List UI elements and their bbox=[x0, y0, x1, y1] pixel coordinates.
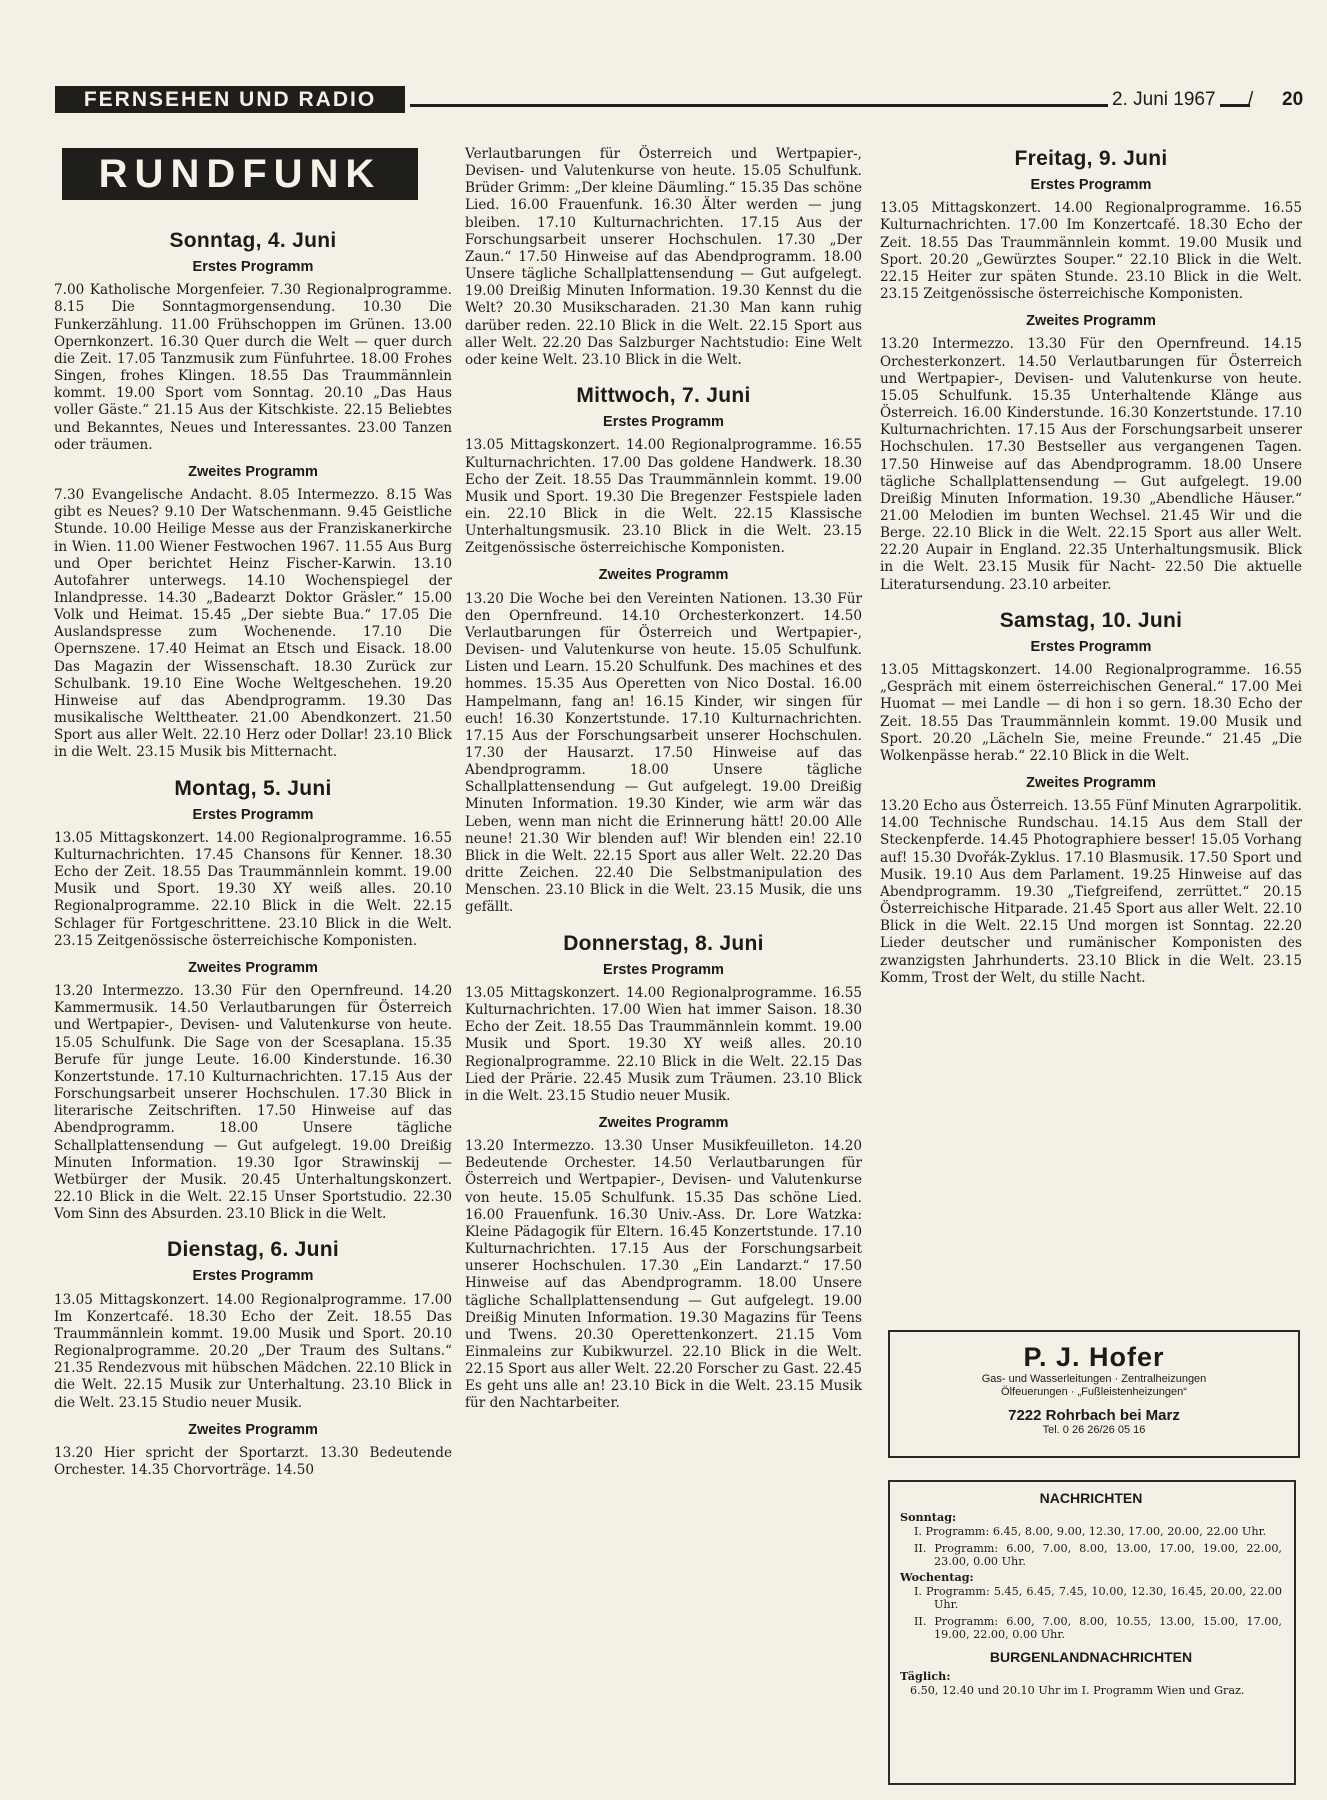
day-block bbox=[465, 384, 862, 917]
advertiser-address: 7222 Rohrbach bei Marz bbox=[1008, 1407, 1180, 1424]
day-block bbox=[880, 147, 1302, 594]
day-heading: Dienstag, 6. Juni bbox=[167, 1238, 339, 1262]
advertiser-services-line-2: Ölfeuerungen · „Fußleistenheizungen“ bbox=[1001, 1386, 1187, 1398]
advertiser-services-line-1: Gas- und Wasserleitungen · Zentralheizungen bbox=[981, 1373, 1207, 1385]
program-listing: 13.05 Mittagskonzert. 14.00 Regionalprogramme. 16.55 Kulturnachrichten. 17.45 Chansons für Kenner. 18.30 Echo der Zeit. 18.55 Das Traummännlein kommt. 19.00 Musik und Sport. 19.30 XY weiß alles. 20.10 Regionalprogramme. 22.10 Blick in die Welt. 22.15 Schlager für Fortgeschrittene. 23.10 Blick in die Welt. 23.15 Zeitgenössische österreichische Komponisten. bbox=[54, 829, 452, 949]
program-heading: Zweites Programm bbox=[598, 1114, 729, 1131]
news-schedule-box bbox=[888, 1480, 1296, 1785]
news-daily-text: 6.50, 12.40 und 20.10 Uhr im I. Programm Wien und Graz. bbox=[910, 1684, 1245, 1698]
news-sunday-program-1: I. Programm: 6.45, 8.00, 9.00, 12.30, 17.00, 20.00, 22.00 Uhr. bbox=[914, 1525, 1267, 1539]
program-heading: Erstes Programm bbox=[603, 961, 724, 978]
news-sunday-program-2: II. Programm: 6.00, 7.00, 8.00, 13.00, 17.00, 19.00, 22.00, 23.00, 0.00 Uhr. bbox=[914, 1541, 1282, 1568]
program-listing: 13.05 Mittagskonzert. 14.00 Regionalprogramme. 16.55 Kulturnachrichten. 17.00 Im Konzertcafé. 18.30 Echo der Zeit. 18.55 Das Traummännlein kommt. 19.00 Musik und Sport. 20.20 „Gewürztes Souper.“ 22.10 Blick in die Welt. 22.15 Heiter zur späten Stunde. 23.10 Blick in die Welt. 23.15 Zeitgenössische österreichische Komponisten. bbox=[880, 200, 1302, 303]
program-heading: Zweites Programm bbox=[188, 959, 318, 976]
news-sunday-label: Sonntag: bbox=[900, 1510, 957, 1525]
program-listing: 13.20 Intermezzo. 13.30 Für den Opernfreund. 14.20 Kammermusik. 14.50 Verlautbarungen für Österreich und Wertpapier-, Devisen- und Valutenkurse von heute. 15.05 Schulfunk. Die Sage von der Scesaplana. 15.35 Berufe für junge Leute. 16.00 Kinderstunde. 16.30 Konzertstunde. 17.10 Kulturnachrichten. 17.15 Aus der Forschungsarbeit unserer Hochschulen. 17.30 Blick in literarische Zeitschriften. 17.50 Hinweise auf das Abendprogramm. 18.00 Unsere tägliche Schallplattensendung — Gut aufgelegt. 19.00 Dreißig Minuten Information. 19.30 Igor Strawinskij — Wetbürger der Musik. 20.45 Unterhaltungskonzert. 22.10 Blick in die Welt. 22.15 Unser Sportstudio. 22.30 Vom Sinn des Absurden. 23.10 Blick in die Welt. bbox=[54, 983, 452, 1223]
burgenland-news-title: BURGENLANDNACHRICHTEN bbox=[989, 1649, 1193, 1666]
program-listing: Verlautbarungen für Österreich und Wertpapier-, Devisen- und Valutenkurse von heute. 15.05 Schulfunk. Brüder Grimm: „Der kleine Däumling.“ 15.35 Das schöne Lied. 16.00 Frauenfunk. 16.30 Älter werden — jung bleiben. 17.10 Kulturnachrichten. 17.15 Aus der Forschungsarbeit unserer Hochschulen. 17.30 „Der Zaun.“ 17.50 Hinweise auf das Abendprogramm. 18.00 Unsere tägliche Schallplattensendung — Gut aufgelegt. 19.00 Dreißig Minuten Information. 19.30 Kennst du die Welt? 20.30 Musikscharaden. 21.30 Man kann ruhig darüber reden. 22.10 Blick in die Welt. 22.15 Sport aus aller Welt. 22.20 Das Salzburger Nachtstudio: Eine Welt oder keine Welt. 23.10 Blick in die Welt. bbox=[465, 146, 862, 368]
masthead-date: 2. Juni 1967 bbox=[1108, 86, 1220, 113]
program-heading: Erstes Programm bbox=[1030, 177, 1152, 194]
program-heading: Zweites Programm bbox=[188, 1421, 318, 1438]
day-heading: Sonntag, 4. Juni bbox=[169, 229, 337, 252]
news-weekday-label: Wochentag: bbox=[900, 1570, 974, 1585]
advertiser-phone: Tel. 0 26 26/26 05 16 bbox=[1042, 1424, 1146, 1436]
program-heading: Erstes Programm bbox=[1030, 638, 1152, 655]
day-heading: Mittwoch, 7. Juni bbox=[576, 384, 751, 408]
day-heading: Montag, 5. Juni bbox=[174, 776, 332, 800]
masthead-section-label: FERNSEHEN UND RADIO bbox=[55, 86, 405, 113]
day-block bbox=[54, 776, 452, 1224]
news-weekday-program-1: I. Programm: 5.45, 6.45, 7.45, 10.00, 12.30, 16.45, 20.00, 22.00 Uhr. bbox=[914, 1585, 1282, 1612]
program-listing: 13.05 Mittagskonzert. 14.00 Regionalprogramme. 17.00 Im Konzertcafé. 18.30 Echo der Zeit. 18.55 Das Traummännlein kommt. 19.00 Musik und Sport. 20.10 Regionalprogramme. 20.20 „Der Traum des Sultans.“ 21.35 Rendezvous mit hübschen Mädchen. 22.10 Blick in die Welt. 22.15 Musik zur Unterhaltung. 23.10 Blick in die Welt. 23.15 Studio neuer Musik. bbox=[54, 1291, 452, 1411]
advertisement-box bbox=[888, 1330, 1300, 1458]
section-title: RUNDFUNK bbox=[62, 148, 418, 200]
program-listing: 7.30 Evangelische Andacht. 8.05 Intermezzo. 8.15 Was gibt es Neues? 9.10 Der Watschenmann. 9.45 Geistliche Stunde. 10.00 Heilige Messe aus der Franziskanerkirche in Wien. 11.00 Wiener Festwochen 1967. 11.55 Aus Burg und Oper berichtet Heinz Fischer-Karwin. 13.10 Autofahrer unterwegs. 14.10 Wochenspiegel der Inlandpresse. 14.30 „Badearzt Doktor Gräsler.“ 15.00 Volk und Heimat. 15.45 „Der siebte Bua.“ 17.05 Die Auslandspresse zum Wochenende. 17.10 Die Opernszene. 17.40 Heimat an Etsch und Eisack. 18.00 Das Magazin der Wissenschaft. 18.30 Zurück zur Schulbank. 19.10 Eine Woche Weltgeschehen. 19.20 Hinweise auf das Abendprogramm. 19.30 Das musikalische Welttheater. 21.00 Abendkonzert. 21.50 Sport aus aller Welt. 22.10 Herz oder Dollar! 23.10 Blick in die Welt. 23.15 Musik bis Mitternacht. bbox=[54, 487, 452, 761]
day-heading: Freitag, 9. Juni bbox=[1014, 147, 1168, 170]
program-heading: Zweites Programm bbox=[1026, 775, 1156, 791]
program-listing: 13.05 Mittagskonzert. 14.00 Regionalprogramme. 16.55 Kulturnachrichten. 17.00 Das goldene Handwerk. 18.30 Echo der Zeit. 18.55 Das Traummännlein kommt. 19.00 Musik und Sport. 19.30 Die Bregenzer Festspiele laden ein. 22.10 Blick in die Welt. 22.15 Klassische Unterhaltungsmusik. 23.10 Blick in die Welt. 23.15 Zeitgenössische österreichische Komponisten. bbox=[465, 437, 862, 557]
day-block bbox=[880, 608, 1302, 987]
program-heading: Erstes Programm bbox=[603, 414, 724, 431]
program-listing: 13.20 Intermezzo. 13.30 Unser Musikfeuilleton. 14.20 Bedeutende Orchester. 14.50 Verlautbarungen für Österreich und Wertpapier-, Devisen- und Valutenkurse von heute. 15.05 Schulfunk. 15.35 Das schöne Lied. 16.00 Frauenfunk. 16.30 Univ.-Ass. Dr. Lore Watzka: Kleine Pädagogik für Eltern. 16.45 Konzertstunde. 17.10 Kulturnachrichten. 17.15 Aus der Forschungsarbeit unserer Hochschulen. 17.30 „Ein Landarzt.“ 17.50 Hinweise auf das Abendprogramm. 18.00 Unsere tägliche Schallplattensendung — Gut aufgelegt. 19.00 Dreißig Minuten Information. 19.30 Magazins für Teens und Twens. 20.30 Operettenkonzert. 21.15 Vom Einmaleins zur Kubikwurzel. 22.10 Blick in die Welt. 22.15 Sport aus aller Welt. 22.20 Forscher zu Gast. 22.45 Es geht uns alle an! 23.10 Bick in die Welt. 23.15 Musik für den Nachtarbeiter. bbox=[465, 1138, 862, 1412]
program-listing: 13.20 Hier spricht der Sportarzt. 13.30 Bedeutende Orchester. 14.35 Chorvorträge. 14.50 bbox=[54, 1444, 452, 1478]
program-listing: 13.20 Die Woche bei den Vereinten Nationen. 13.30 Für den Opernfreund. 14.10 Orchesterkonzert. 14.50 Verlautbarungen für Österreich und Wertpapier-, Devisen- und Valutenkurse von heute. 15.05 Schulfunk. Listen und Learn. 15.20 Schulfunk. Des machines et des hommes. 15.35 Aus Operetten von Nico Dostal. 16.00 Hampelmann, fang an! 16.15 Kinder, wir singen für euch! 16.30 Konzertstunde. 17.10 Kulturnachrichten. 17.15 Aus der Forschungsarbeit unserer Hochschulen. 17.30 der Hausarzt. 17.50 Hinweise auf das Abendprogramm. 18.00 Unsere tägliche Schallplattensendung — Gut aufgelegt. 19.00 Dreißig Minuten Information. 19.30 Kinder, wie arm wär das Leben, wenn man nicht die Erinnerung hätt! 20.00 Alle neune! 21.30 Wir blenden auf! Wir blenden ein! 22.10 Blick in die Welt. 22.15 Sport aus aller Welt. 22.20 Das dritte Zeichen. 22.40 Die Selbstmanipulation des Menschen. 23.10 Blick in die Welt. 23.15 Musik, die uns gefällt. bbox=[465, 590, 862, 916]
masthead-separator: / bbox=[1248, 89, 1254, 110]
program-listing: 7.00 Katholische Morgenfeier. 7.30 Regionalprogramme. 8.15 Die Sonntagmorgensendung. 10.30 Die Funkerzählung. 11.00 Frühschoppen im Grünen. 13.00 Opernkonzert. 16.30 Quer durch die Welt — quer durch die Zeit. 17.05 Tanzmusik zum Fünfuhrtee. 18.00 Frohes Singen, frohes Klingen. 18.55 Das Traummännlein kommt. 19.00 Sport vom Sonntag. 20.10 „Das Haus voller Gäste.“ 21.15 Aus der Kitschkiste. 22.15 Beliebtes und Bekanntes, Neues und Interessantes. 23.00 Tanzen oder träumen. bbox=[54, 282, 452, 453]
column-middle bbox=[465, 146, 862, 1415]
day-block bbox=[465, 931, 862, 1413]
program-heading: Erstes Programm bbox=[192, 259, 314, 276]
column-left bbox=[54, 229, 452, 1481]
news-weekday-program-2: II. Programm: 6.00, 7.00, 8.00, 10.55, 13.00, 15.00, 17.00, 19.00, 22.00, 0.00 Uhr. bbox=[914, 1614, 1282, 1641]
day-block bbox=[54, 229, 452, 762]
program-listing: 13.05 Mittagskonzert. 14.00 Regionalprogramme. 16.55 „Gespräch mit einem österreichischen General.“ 17.00 Mei Huomat — mei Landle — di hon i so gern. 18.30 Echo der Zeit. 18.55 Das Traummännlein kommt. 19.00 Musik und Sport. 20.20 „Lächeln Sie, meine Freunde.“ 21.45 „Die Wolkenpässe herab.“ 22.10 Blick in die Welt. bbox=[880, 662, 1302, 764]
news-title: NACHRICHTEN bbox=[1039, 1490, 1143, 1506]
day-block bbox=[465, 146, 862, 369]
advertiser-name: P. J. Hofer bbox=[1023, 1342, 1165, 1372]
day-heading: Samstag, 10. Juni bbox=[999, 608, 1183, 632]
day-block bbox=[54, 1238, 452, 1479]
day-heading: Donnerstag, 8. Juni bbox=[563, 931, 764, 955]
program-listing: 13.05 Mittagskonzert. 14.00 Regionalprogramme. 16.55 Kulturnachrichten. 17.00 Wien hat immer Saison. 18.30 Echo der Zeit. 18.55 Das Traummännlein kommt. 19.00 Musik und Sport. 19.30 XY weiß alles. 20.10 Regionalprogramme. 22.10 Blick in die Welt. 22.15 Das Lied der Prärie. 22.45 Musik zum Träumen. 23.10 Blick in die Welt. 23.15 Studio neuer Musik. bbox=[465, 984, 862, 1104]
page-number: 20 bbox=[1282, 89, 1304, 110]
news-daily-label: Täglich: bbox=[900, 1669, 951, 1684]
program-heading: Zweites Programm bbox=[598, 567, 729, 584]
column-right bbox=[880, 147, 1302, 989]
program-listing: 13.20 Intermezzo. 13.30 Für den Opernfreund. 14.15 Orchesterkonzert. 14.50 Verlautbarungen für Österreich und Wertpapier-, Devisen- und Valutenkurse von heute. 15.05 Schulfunk. 15.35 Unterhaltende Klänge aus Österreich. 16.00 Kinderstunde. 16.30 Konzertstunde. 17.10 Kulturnachrichten. 17.15 Aus der Forschungsarbeit unserer Hochschulen. 17.30 Bestseller aus vergangenen Tagen. 17.50 Hinweise auf das Abendprogramm. 18.00 Unsere tägliche Schallplattensendung — Gut aufgelegt. 19.00 Dreißig Minuten Information. 19.30 „Abendliche Häuser.“ 21.00 Melodien im bunten Wechsel. 21.45 Wir und die Berge. 22.10 Blick in die Welt. 22.15 Sport aus aller Welt. 22.20 Aupair in England. 22.35 Unterhaltungsmusik. Blick in die Welt. 23.15 Musik für Nacht- 22.50 Die aktuelle Literatursendung. 23.10 arbeiter. bbox=[880, 336, 1302, 593]
program-heading: Zweites Programm bbox=[188, 463, 318, 480]
program-heading: Zweites Programm bbox=[1026, 313, 1156, 330]
program-heading: Erstes Programm bbox=[192, 806, 314, 823]
program-listing: 13.20 Echo aus Österreich. 13.55 Fünf Minuten Agrarpolitik. 14.00 Technische Rundschau. 14.15 Aus dem Stall der Steckenpferde. 14.45 Photographiere besser! 15.05 Vorhang auf! 15.30 Dvořák-Zyklus. 17.10 Blasmusik. 17.50 Sport und Musik. 19.10 Aus dem Parlament. 19.25 Hinweise auf das Abendprogramm. 19.30 „Tiefgreifend, zerrüttet.“ 20.15 Österreichische Hitparade. 21.45 Sport aus aller Welt. 22.10 Blick in die Welt. 22.15 Und morgen ist Sonntag. 22.20 Lieder deutscher und rumänischer Komponisten des zwanzigsten Jahrhunderts. 23.10 Blick in die Welt. 23.15 Komm, Trost der Welt, du stille Nacht. bbox=[880, 798, 1302, 986]
program-heading: Erstes Programm bbox=[192, 1268, 314, 1285]
